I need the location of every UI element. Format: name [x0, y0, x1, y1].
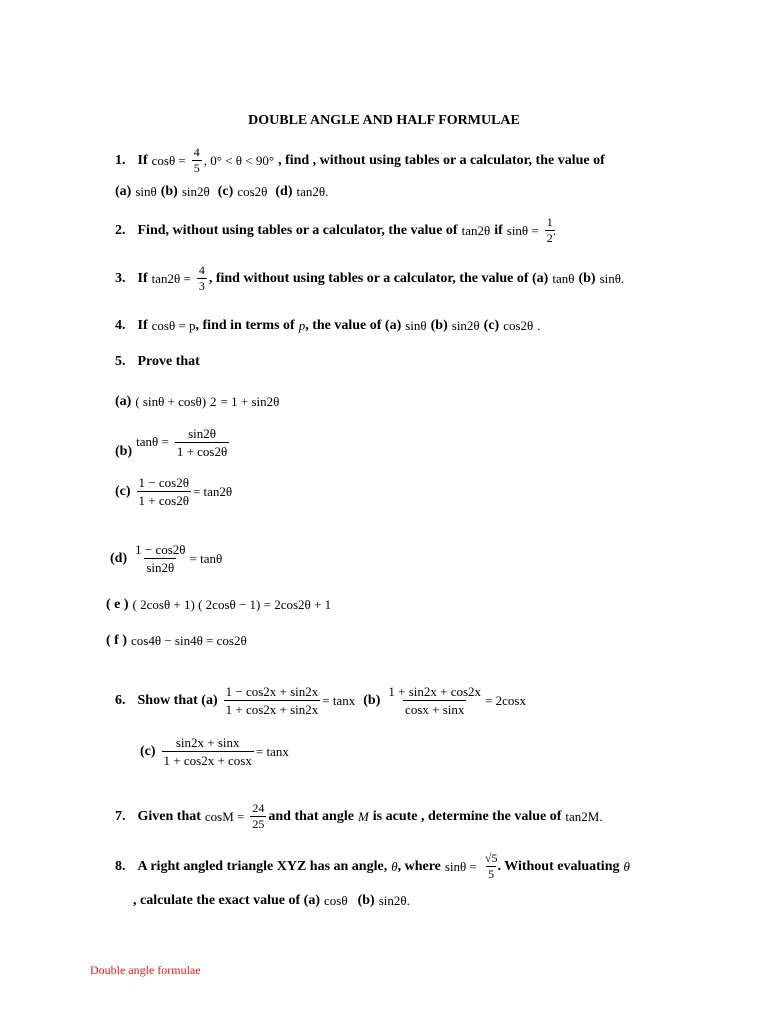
q5-part-b [115, 424, 231, 460]
q4-rest1: , find in terms of [195, 318, 295, 333]
q4-p: p [298, 318, 306, 333]
q1-range: , 0° < θ < 90° [203, 152, 275, 168]
q1-b-expr: sin2θ [181, 184, 210, 199]
q5-c-rhs2: θ [225, 483, 233, 499]
question-5 [115, 354, 204, 370]
q8-frac-num: √5 [484, 851, 498, 865]
q4-if: If [137, 318, 148, 333]
q4-c-label: (c) [483, 318, 500, 333]
q4-b-expr: sin2θ [451, 318, 480, 333]
q5-b-lhs: tanθ = [136, 434, 169, 449]
q6-c-label: (c) [140, 743, 156, 759]
q5-a-rhs: = 1 + sin2θ [220, 394, 280, 409]
q8-b-expr: sin2θ [378, 893, 407, 908]
q7-eq-lhs: cosM = [204, 808, 245, 824]
q7-fraction [250, 802, 266, 831]
q8-end: . [406, 893, 410, 908]
q5-part-d [110, 542, 226, 575]
q5-b-fraction [175, 426, 229, 459]
q4-a-expr: sinθ [405, 318, 427, 333]
q3-end: . [620, 270, 625, 286]
q3-eq-lhs: tan2θ = [151, 270, 191, 286]
q6-b-fraction [386, 684, 483, 717]
q4-number: 4. [115, 318, 126, 333]
q6-b-num: 1 + sin2x + cos2x [388, 684, 482, 699]
q5-f-expr3: θ = cos2θ [196, 633, 247, 648]
q3-if: If [137, 270, 148, 286]
q8-a-expr: cosθ [324, 893, 348, 908]
question-8 [115, 852, 634, 881]
q8-number: 8. [115, 858, 126, 874]
q5-a-sup: 2 [210, 394, 217, 409]
q5-d-label: (d) [110, 550, 128, 566]
q5-f-label: ( f ) [106, 633, 127, 648]
q5-part-f [106, 633, 251, 649]
q8-b-label: (b) [357, 893, 375, 908]
question-2 [115, 216, 560, 245]
q7-frac-num: 24 [252, 801, 265, 815]
question-7 [115, 802, 607, 831]
q3-frac-den: 3 [198, 279, 205, 293]
q5-c-label: (c) [115, 483, 131, 499]
q7-rest2: is acute , determine the value of [372, 808, 562, 824]
q7-frac-den: 25 [252, 817, 265, 831]
q5-c-den: 1 + cos2θ [138, 493, 189, 508]
q5-d-num: 1 − cos2θ [135, 542, 186, 557]
q5-b-label: (b) [115, 444, 133, 459]
q1-a-label: (a) [115, 184, 132, 199]
q5-part-a [115, 394, 283, 410]
q6-part-c [140, 735, 293, 768]
q6-number: 6. [115, 692, 126, 708]
q7-text: Given that [137, 808, 201, 824]
q1-d-label: (d) [275, 184, 293, 199]
q6-a-den: 1 + cos2x + sin2x [225, 702, 319, 717]
q5-d-fraction [133, 542, 187, 575]
q3-fraction [197, 264, 207, 293]
q4-b-label: (b) [430, 318, 448, 333]
q8-rest: . Without evaluating [497, 858, 620, 874]
q1-a-expr: sinθ [135, 184, 157, 199]
q3-b-expr: sinθ [599, 270, 621, 286]
q8-text: A right angled triangle XYZ has an angle, [137, 858, 388, 874]
q6-text: Show that (a) [137, 692, 218, 708]
q8-line2: , calculate the exact value of (a) [133, 893, 320, 908]
q2-end: . [552, 222, 556, 238]
question-3 [115, 264, 628, 293]
q7-m: M [357, 808, 369, 824]
q1-end: . [325, 184, 329, 199]
q5-e-label: ( e ) [106, 597, 129, 612]
question-1-parts [115, 184, 332, 200]
q2-frac-den: 2 [546, 231, 553, 245]
q2-if: if [494, 222, 503, 238]
q6-a-rhs: = tanx [322, 692, 356, 708]
q6-a-fraction [224, 684, 321, 717]
q8-theta: θ [391, 858, 398, 874]
q1-eq-lhs: cosθ = [151, 152, 186, 168]
q7-end: . [599, 808, 603, 824]
page-footer: Double angle formulae [90, 963, 201, 977]
q2-number: 2. [115, 222, 126, 238]
q6-b-rhs: = 2cosx [485, 692, 526, 708]
q8-frac-den: 5 [488, 867, 495, 881]
q1-c-label: (c) [217, 184, 234, 199]
q8-eq-lhs: sinθ = [444, 858, 477, 874]
q2-expr: tan2θ [461, 222, 491, 238]
q4-c-expr: cos2θ [503, 318, 534, 333]
q3-a-expr: tanθ [552, 270, 575, 286]
q5-a-label: (a) [115, 394, 132, 409]
q5-d-rhs: = tanθ [189, 550, 223, 566]
q5-part-c [115, 475, 236, 508]
question-4 [115, 318, 545, 334]
q5-number: 5. [115, 354, 126, 369]
q5-b-num: sin2θ [188, 425, 216, 441]
q3-rest: , find without using tables or a calculator, the value of (a) [208, 270, 549, 286]
q4-eq: cosθ = p [151, 318, 196, 333]
q7-number: 7. [115, 808, 126, 824]
q5-c-num: 1 − cos2θ [138, 475, 189, 490]
q5-text: Prove that [137, 354, 200, 369]
q6-b-label: (b) [363, 692, 381, 708]
q5-e-expr: ( 2cosθ + 1) ( 2cosθ − 1) = 2cos2θ + 1 [132, 597, 332, 612]
q8-theta2: θ [623, 858, 630, 874]
q7-expr: tan2M [565, 808, 600, 824]
q8-where: , where [397, 858, 441, 874]
q2-text: Find, without using tables or a calculator, the value of [137, 222, 458, 238]
question-8-line2 [133, 893, 414, 909]
q6-b-den: cosx + sinx [405, 702, 465, 717]
q4-rest2: , the value of (a) [305, 318, 402, 333]
q1-rest: , find , without using tables or a calculator, the value of [278, 152, 605, 168]
q2-frac-num: 1 [546, 215, 553, 229]
question-1 [115, 146, 609, 175]
q5-part-e [106, 597, 335, 613]
q1-if: If [137, 152, 148, 168]
q5-d-den: sin2θ [146, 560, 175, 575]
q5-f-expr1: cos [131, 633, 149, 648]
document-title: DOUBLE ANGLE AND HALF FORMULAE [248, 113, 520, 128]
q5-c-fraction [137, 475, 191, 508]
q3-frac-num: 4 [198, 263, 205, 277]
q4-end: . [537, 318, 541, 333]
q3-b-label: (b) [578, 270, 596, 286]
q1-frac-den: 5 [193, 161, 200, 175]
q6-c-rhs: = tanx [255, 743, 289, 759]
q5-f-sup1: 4 [148, 633, 155, 648]
q5-c-rhs: = tan [192, 483, 220, 499]
q2-eq-lhs: sinθ = [506, 222, 539, 238]
q1-number: 1. [115, 152, 126, 168]
q1-frac-num: 4 [193, 145, 200, 159]
q6-c-den: 1 + cos2x + cosx [163, 753, 252, 768]
q5-b-den: 1 + cos2θ [176, 443, 228, 459]
q1-fraction [192, 146, 202, 175]
q5-c-sup: 2 [219, 483, 226, 499]
q7-rest1: and that angle [268, 808, 354, 824]
q6-c-num: sin2x + sinx [175, 735, 240, 750]
q5-f-sup2: 4 [190, 633, 197, 648]
q5-f-expr2: θ − sin [154, 633, 191, 648]
question-6 [115, 684, 530, 717]
q6-c-fraction [162, 735, 254, 768]
q5-a-expr: ( sinθ + cosθ) [135, 394, 207, 409]
q6-a-num: 1 − cos2x + sin2x [225, 684, 319, 699]
q1-c-expr: cos2θ [237, 184, 268, 199]
q1-d-expr: tan2θ [296, 184, 326, 199]
q3-number: 3. [115, 270, 126, 286]
q1-b-label: (b) [160, 184, 178, 199]
